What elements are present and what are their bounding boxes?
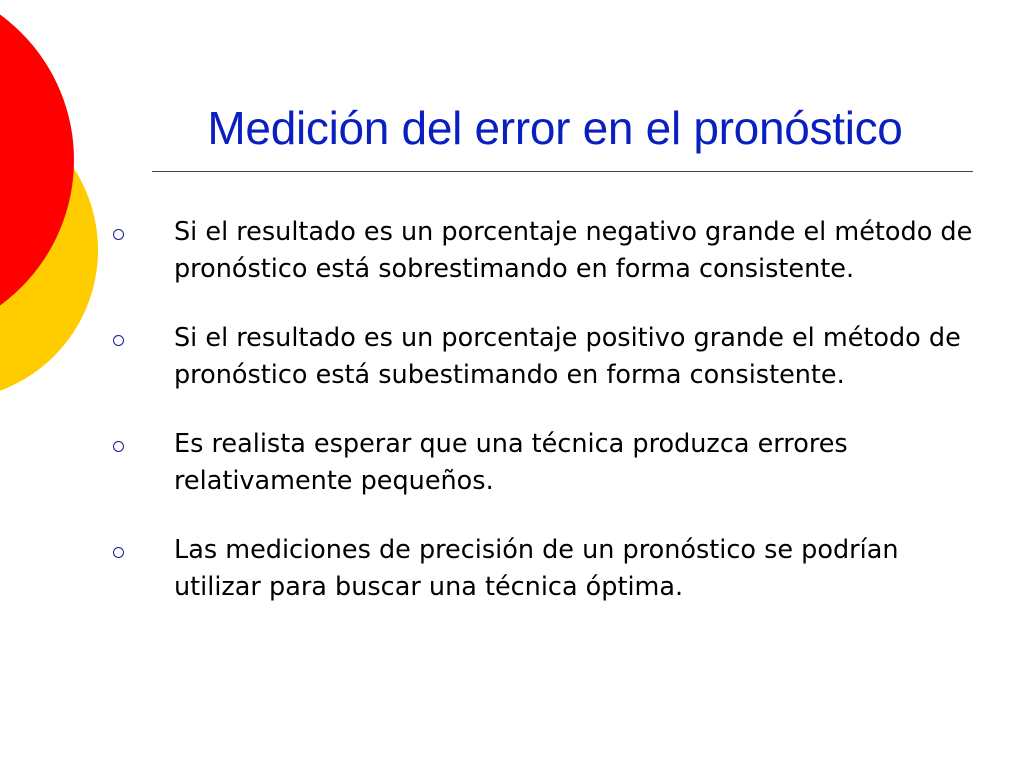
hollow-circle-icon bbox=[113, 229, 124, 240]
bullet-item bbox=[110, 532, 980, 605]
hollow-circle-icon bbox=[113, 547, 124, 558]
hollow-circle-icon bbox=[113, 441, 124, 452]
bullet-text: Es realista esperar que una técnica produzca errores relativamente pequeños. bbox=[174, 429, 848, 496]
bullet-item bbox=[110, 214, 980, 287]
bullet-item bbox=[110, 320, 980, 393]
bullet-text: Si el resultado es un porcentaje negativo grande el método de pronóstico está sobrestimando en forma consistente. bbox=[174, 217, 973, 284]
bullet-item bbox=[110, 426, 980, 499]
hollow-circle-icon bbox=[113, 335, 124, 346]
bullet-list bbox=[110, 214, 980, 638]
bullet-text: Las mediciones de precisión de un pronóstico se podrían utilizar para buscar una técnica óptima. bbox=[174, 535, 899, 602]
title-divider bbox=[152, 171, 973, 172]
slide-title: Medición del error en el pronóstico bbox=[207, 102, 903, 154]
bullet-text: Si el resultado es un porcentaje positivo grande el método de pronóstico está subestimando en forma consistente. bbox=[174, 323, 961, 390]
